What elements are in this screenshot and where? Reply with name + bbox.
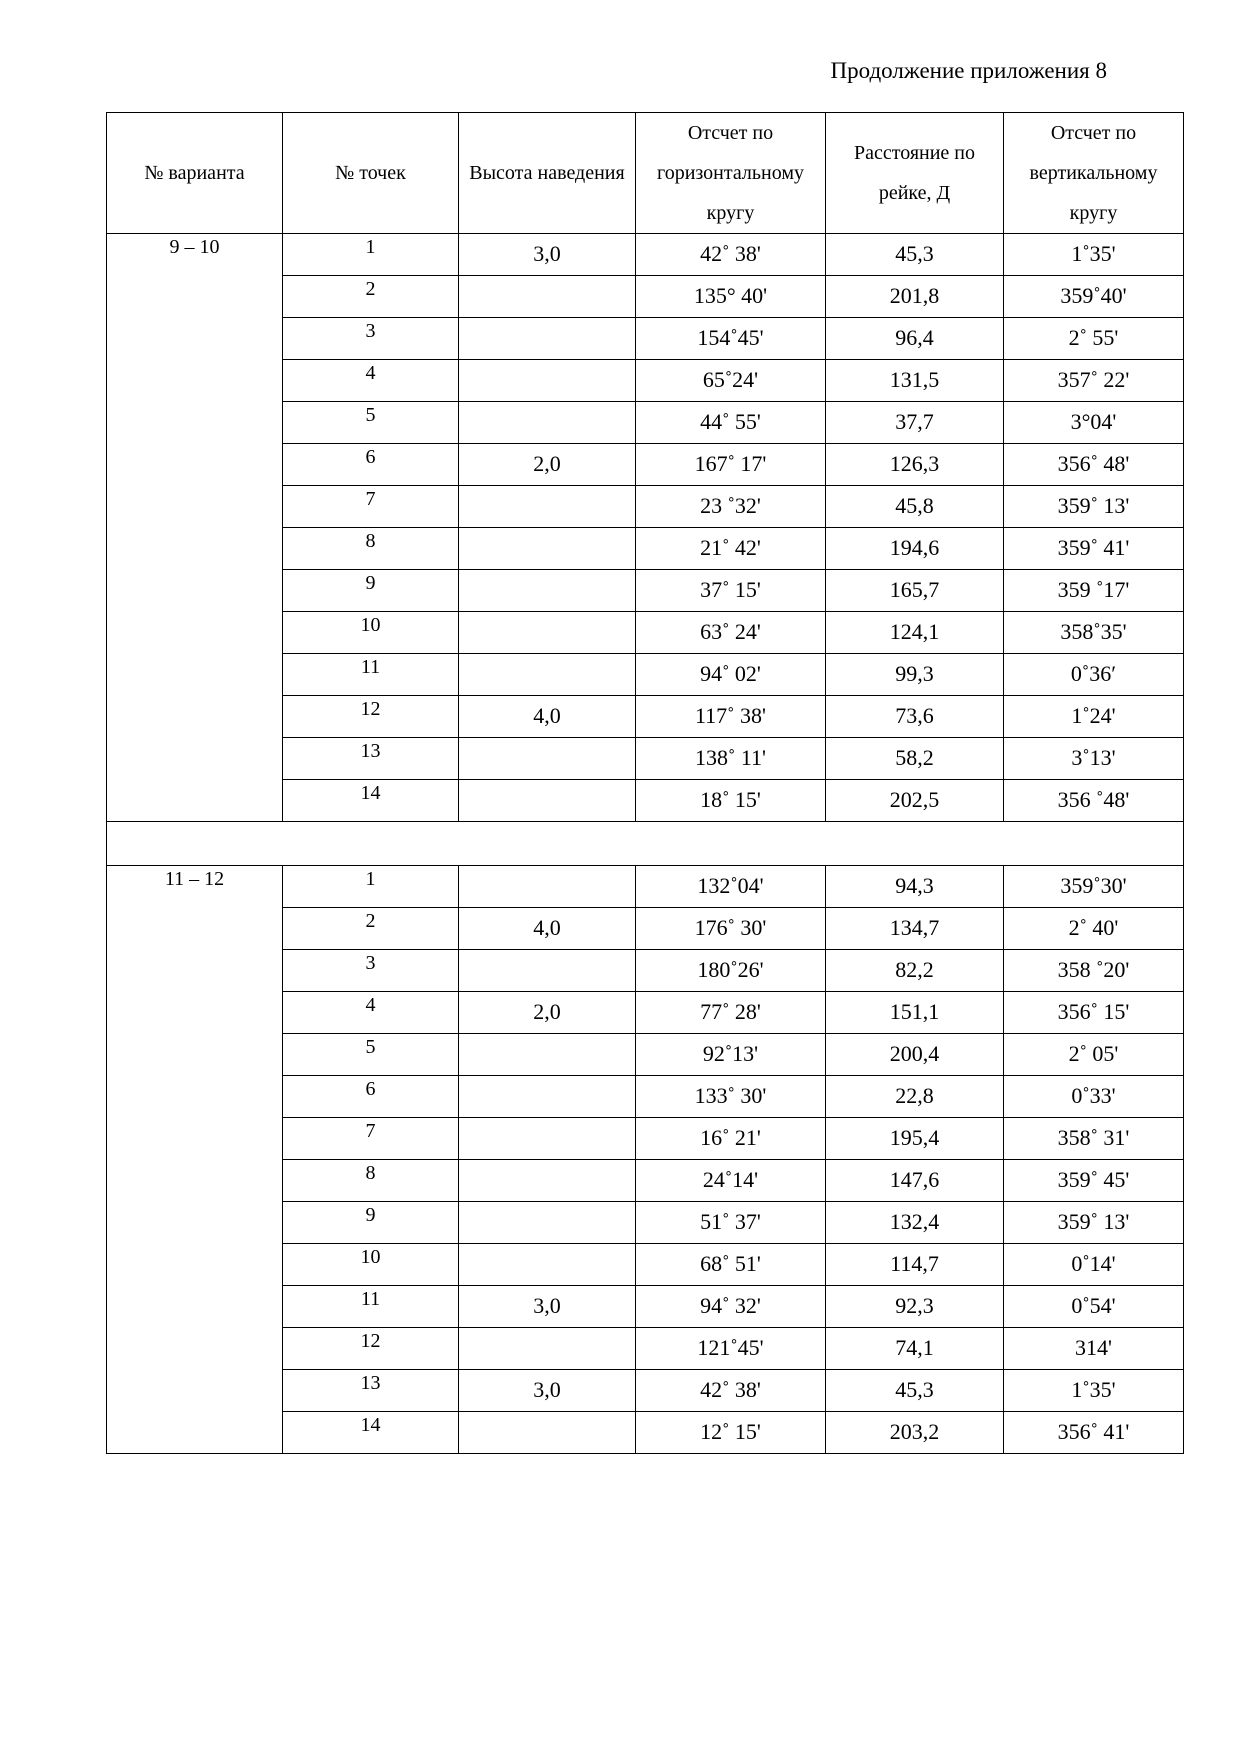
vertical-reading-cell: 359˚ 45' (1004, 1160, 1184, 1202)
point-number-cell: 11 (283, 654, 459, 696)
sighting-height-cell: 2,0 (459, 992, 636, 1034)
vertical-reading-cell: 0˚54' (1004, 1286, 1184, 1328)
distance-cell: 92,3 (826, 1286, 1004, 1328)
sighting-height-cell (459, 1412, 636, 1454)
horizontal-reading-cell: 65˚24' (636, 360, 826, 402)
distance-cell: 99,3 (826, 654, 1004, 696)
header-sighting-height: Высота наведения (459, 113, 636, 234)
horizontal-reading-cell: 37˚ 15' (636, 570, 826, 612)
sighting-height-cell: 3,0 (459, 1286, 636, 1328)
distance-cell: 45,8 (826, 486, 1004, 528)
point-number-cell: 10 (283, 1244, 459, 1286)
sighting-height-cell (459, 360, 636, 402)
vertical-reading-cell: 3°04' (1004, 402, 1184, 444)
sighting-height-cell (459, 402, 636, 444)
distance-cell: 73,6 (826, 696, 1004, 738)
sighting-height-cell: 4,0 (459, 696, 636, 738)
horizontal-reading-cell: 42˚ 38' (636, 234, 826, 276)
horizontal-reading-cell: 42˚ 38' (636, 1370, 826, 1412)
horizontal-reading-cell: 21˚ 42' (636, 528, 826, 570)
horizontal-reading-cell: 117˚ 38' (636, 696, 826, 738)
vertical-reading-cell: 356˚ 48' (1004, 444, 1184, 486)
group-separator-row (107, 822, 1184, 866)
point-number-cell: 14 (283, 1412, 459, 1454)
horizontal-reading-cell: 12˚ 15' (636, 1412, 826, 1454)
vertical-reading-cell: 0˚36′ (1004, 654, 1184, 696)
point-number-cell: 11 (283, 1286, 459, 1328)
horizontal-reading-cell: 68˚ 51' (636, 1244, 826, 1286)
point-number-cell: 2 (283, 908, 459, 950)
point-number-cell: 5 (283, 1034, 459, 1076)
sighting-height-cell (459, 1034, 636, 1076)
distance-cell: 22,8 (826, 1076, 1004, 1118)
vertical-reading-cell: 357˚ 22' (1004, 360, 1184, 402)
vertical-reading-cell: 359 ˚17' (1004, 570, 1184, 612)
distance-cell: 124,1 (826, 612, 1004, 654)
distance-cell: 96,4 (826, 318, 1004, 360)
variant-cell: 9 – 10 (107, 234, 283, 822)
sighting-height-cell (459, 570, 636, 612)
distance-cell: 132,4 (826, 1202, 1004, 1244)
vertical-reading-cell: 0˚33' (1004, 1076, 1184, 1118)
sighting-height-cell (459, 738, 636, 780)
distance-cell: 165,7 (826, 570, 1004, 612)
table-row (107, 234, 1184, 276)
table-row (107, 866, 1184, 908)
distance-cell: 194,6 (826, 528, 1004, 570)
header-variant: № варианта (107, 113, 283, 234)
distance-cell: 45,3 (826, 234, 1004, 276)
distance-cell: 151,1 (826, 992, 1004, 1034)
survey-data-table (106, 112, 1184, 1454)
horizontal-reading-cell: 16˚ 21' (636, 1118, 826, 1160)
header-horizontal-reading: Отсчет по горизонтальному кругу (636, 113, 826, 234)
distance-cell: 114,7 (826, 1244, 1004, 1286)
sighting-height-cell: 2,0 (459, 444, 636, 486)
distance-cell: 131,5 (826, 360, 1004, 402)
vertical-reading-cell: 3˚13' (1004, 738, 1184, 780)
vertical-reading-cell: 0˚14' (1004, 1244, 1184, 1286)
distance-cell: 203,2 (826, 1412, 1004, 1454)
distance-cell: 45,3 (826, 1370, 1004, 1412)
table-header-row (107, 113, 1184, 234)
point-number-cell: 8 (283, 528, 459, 570)
point-number-cell: 12 (283, 696, 459, 738)
horizontal-reading-cell: 180˚26' (636, 950, 826, 992)
sighting-height-cell: 3,0 (459, 234, 636, 276)
point-number-cell: 9 (283, 1202, 459, 1244)
vertical-reading-cell: 2˚ 40' (1004, 908, 1184, 950)
distance-cell: 82,2 (826, 950, 1004, 992)
point-number-cell: 1 (283, 234, 459, 276)
horizontal-reading-cell: 176˚ 30' (636, 908, 826, 950)
horizontal-reading-cell: 63˚ 24' (636, 612, 826, 654)
horizontal-reading-cell: 133˚ 30' (636, 1076, 826, 1118)
point-number-cell: 1 (283, 866, 459, 908)
sighting-height-cell (459, 1076, 636, 1118)
sighting-height-cell (459, 1160, 636, 1202)
point-number-cell: 14 (283, 780, 459, 822)
vertical-reading-cell: 359˚ 13' (1004, 486, 1184, 528)
horizontal-reading-cell: 138˚ 11' (636, 738, 826, 780)
horizontal-reading-cell: 121˚45' (636, 1328, 826, 1370)
sighting-height-cell (459, 866, 636, 908)
point-number-cell: 2 (283, 276, 459, 318)
point-number-cell: 8 (283, 1160, 459, 1202)
sighting-height-cell (459, 1328, 636, 1370)
distance-cell: 147,6 (826, 1160, 1004, 1202)
sighting-height-cell (459, 780, 636, 822)
sighting-height-cell: 4,0 (459, 908, 636, 950)
horizontal-reading-cell: 44˚ 55' (636, 402, 826, 444)
vertical-reading-cell: 1˚35' (1004, 1370, 1184, 1412)
horizontal-reading-cell: 94˚ 32' (636, 1286, 826, 1328)
vertical-reading-cell: 358˚ 31' (1004, 1118, 1184, 1160)
variant-cell: 11 – 12 (107, 866, 283, 1454)
vertical-reading-cell: 356˚ 15' (1004, 992, 1184, 1034)
vertical-reading-cell: 356˚ 41' (1004, 1412, 1184, 1454)
horizontal-reading-cell: 94˚ 02' (636, 654, 826, 696)
vertical-reading-cell: 358 ˚20' (1004, 950, 1184, 992)
point-number-cell: 13 (283, 1370, 459, 1412)
vertical-reading-cell: 1˚35' (1004, 234, 1184, 276)
point-number-cell: 4 (283, 992, 459, 1034)
point-number-cell: 10 (283, 612, 459, 654)
point-number-cell: 6 (283, 1076, 459, 1118)
horizontal-reading-cell: 23 ˚32' (636, 486, 826, 528)
vertical-reading-cell: 359˚ 41' (1004, 528, 1184, 570)
point-number-cell: 3 (283, 950, 459, 992)
point-number-cell: 6 (283, 444, 459, 486)
horizontal-reading-cell: 132˚04' (636, 866, 826, 908)
point-number-cell: 13 (283, 738, 459, 780)
sighting-height-cell (459, 654, 636, 696)
vertical-reading-cell: 1˚24' (1004, 696, 1184, 738)
horizontal-reading-cell: 135° 40' (636, 276, 826, 318)
page-caption: Продолжение приложения 8 (830, 58, 1107, 83)
distance-cell: 74,1 (826, 1328, 1004, 1370)
distance-cell: 195,4 (826, 1118, 1004, 1160)
table-body (107, 234, 1184, 1454)
point-number-cell: 3 (283, 318, 459, 360)
point-number-cell: 7 (283, 1118, 459, 1160)
distance-cell: 202,5 (826, 780, 1004, 822)
distance-cell: 94,3 (826, 866, 1004, 908)
vertical-reading-cell: 359˚ 13' (1004, 1202, 1184, 1244)
vertical-reading-cell: 2˚ 55' (1004, 318, 1184, 360)
vertical-reading-cell: 356 ˚48' (1004, 780, 1184, 822)
distance-cell: 37,7 (826, 402, 1004, 444)
point-number-cell: 12 (283, 1328, 459, 1370)
point-number-cell: 5 (283, 402, 459, 444)
sighting-height-cell (459, 950, 636, 992)
distance-cell: 134,7 (826, 908, 1004, 950)
separator-cell (107, 822, 1184, 866)
horizontal-reading-cell: 167˚ 17' (636, 444, 826, 486)
vertical-reading-cell: 314' (1004, 1328, 1184, 1370)
sighting-height-cell (459, 1202, 636, 1244)
sighting-height-cell (459, 486, 636, 528)
horizontal-reading-cell: 18˚ 15' (636, 780, 826, 822)
distance-cell: 200,4 (826, 1034, 1004, 1076)
sighting-height-cell (459, 1244, 636, 1286)
sighting-height-cell (459, 528, 636, 570)
vertical-reading-cell: 359˚40' (1004, 276, 1184, 318)
vertical-reading-cell: 2˚ 05' (1004, 1034, 1184, 1076)
distance-cell: 58,2 (826, 738, 1004, 780)
sighting-height-cell: 3,0 (459, 1370, 636, 1412)
distance-cell: 201,8 (826, 276, 1004, 318)
point-number-cell: 4 (283, 360, 459, 402)
header-distance: Расстояние по рейке, Д (826, 113, 1004, 234)
point-number-cell: 7 (283, 486, 459, 528)
header-vertical-reading: Отсчет по вертикальному кругу (1004, 113, 1184, 234)
sighting-height-cell (459, 612, 636, 654)
distance-cell: 126,3 (826, 444, 1004, 486)
header-point: № точек (283, 113, 459, 234)
vertical-reading-cell: 359˚30' (1004, 866, 1184, 908)
horizontal-reading-cell: 51˚ 37' (636, 1202, 826, 1244)
horizontal-reading-cell: 92˚13' (636, 1034, 826, 1076)
sighting-height-cell (459, 1118, 636, 1160)
point-number-cell: 9 (283, 570, 459, 612)
sighting-height-cell (459, 276, 636, 318)
horizontal-reading-cell: 77˚ 28' (636, 992, 826, 1034)
horizontal-reading-cell: 154˚45' (636, 318, 826, 360)
sighting-height-cell (459, 318, 636, 360)
horizontal-reading-cell: 24˚14' (636, 1160, 826, 1202)
vertical-reading-cell: 358˚35' (1004, 612, 1184, 654)
